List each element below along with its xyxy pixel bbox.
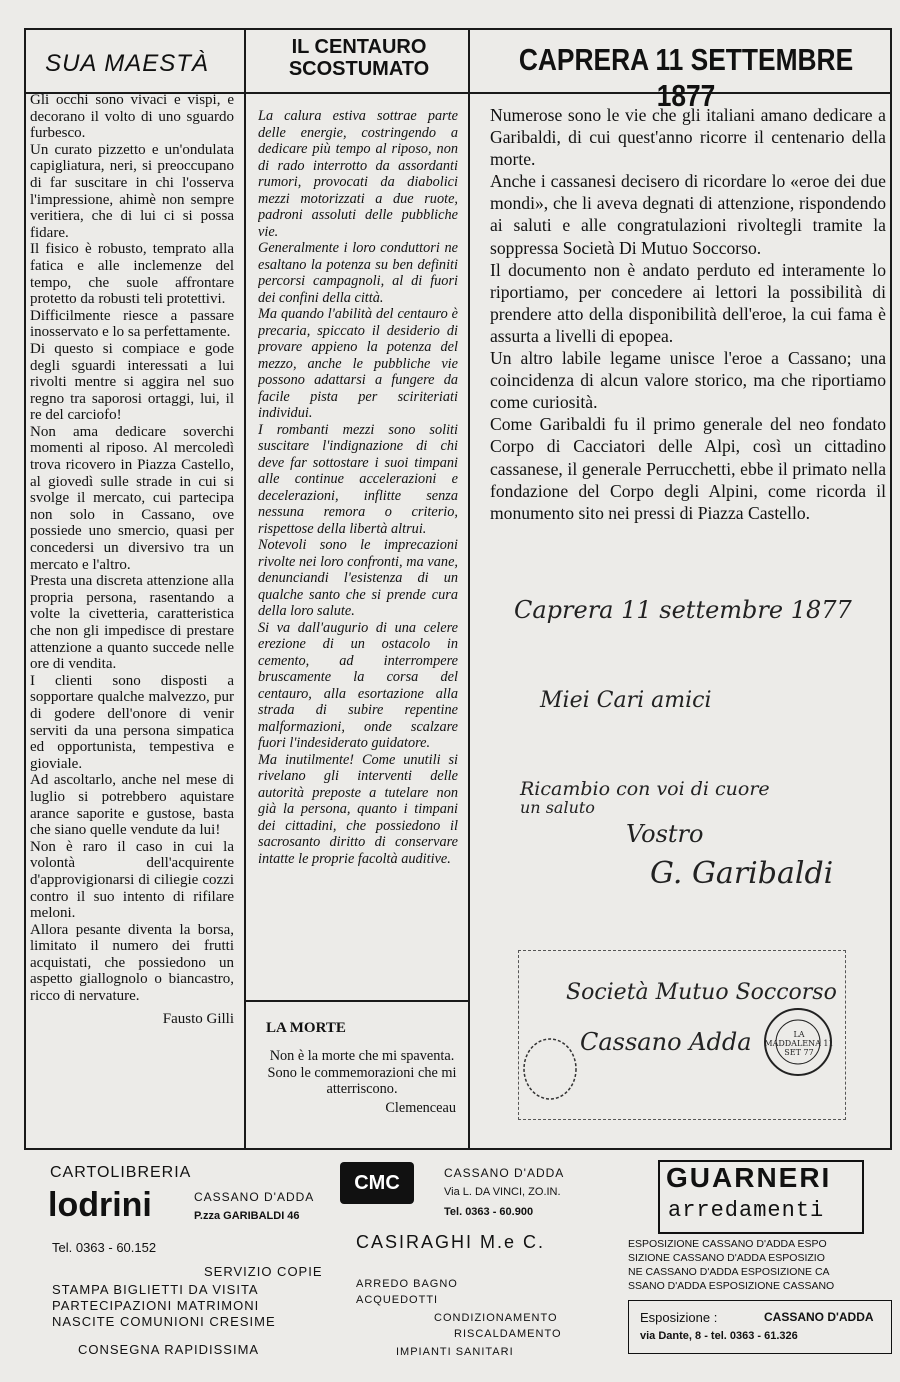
guarneri-address: via Dante, 8 - tel. 0363 - 61.326	[640, 1330, 798, 1342]
divider-col2-col3	[468, 28, 470, 1150]
envelope-line2: Cassano Adda	[580, 1028, 752, 1056]
col1-paragraph: Non ama dedicare soverchi momenti al riposo. Al mercoledì trova ricovero in Piazza Castello, al giovedì sulle strade in cui si svolge il mercato, cui partecipa non solo in Cassano, ove possiede uno smercio, quasi per concedersi un diversivo tra un mercato e l'altro.	[30, 423, 234, 573]
casiraghi-phone: Tel. 0363 - 60.900	[444, 1206, 534, 1218]
guarneri-line: ESPOSIZIONE CASSANO D'ADDA ESPO	[628, 1238, 827, 1250]
guarneri-expo: Esposizione :	[640, 1310, 718, 1325]
col3-article	[490, 104, 886, 524]
casiraghi-address: Via L. DA VINCI, ZO.IN.	[444, 1186, 561, 1198]
lodrini-line1: CARTOLIBRERIA	[50, 1164, 192, 1181]
casiraghi-line: ARREDO BAGNO	[356, 1278, 458, 1290]
col1-paragraph: Il fisico è robusto, temprato alla fatica e alle inclemenze del tempo, che suole affrontare protetto da robusti teli protettivi.	[30, 241, 234, 308]
col1-paragraph: Allora pesante diventa la borsa, limitato il numero dei frutti acquistati, che possiedono un aspetto giallognolo o biancastro, ricco di nervature.	[30, 921, 234, 1005]
lodrini-phone: Tel. 0363 - 60.152	[52, 1240, 157, 1255]
guarneri-name: GUARNERI	[666, 1162, 832, 1193]
col3-paragraph: Come Garibaldi fu il primo generale del neo fondato Corpo di Cacciatori delle Alpi, così un cittadino cassanese, il generale Perrucchetti, ebbe il primato nella fondazione del Corpo degli Alpini, come ricorda il monumento sito nei pressi di Piazza Castello.	[490, 414, 886, 523]
letter-line1: Ricambio con voi di cuore	[520, 778, 770, 800]
col1-paragraph: Di questo si compiace e gode degli sguardi interessati a lui rivolti mentre si aggira nel suo regno tra saporosi ortaggi, lui, il re del carciofo!	[30, 340, 234, 424]
guarneri-line: SIZIONE CASSANO D'ADDA ESPOSIZIO	[628, 1252, 825, 1264]
letter-line2: un saluto	[520, 798, 595, 817]
ad-lodrini	[28, 1150, 323, 1382]
col1-paragraph: Un curato pizzetto e un'ondulata capigliatura, neri, si preoccupano di far suscitare in chi l'osserva l'impressione, ahimè non sempre veritiera, che di lui ci si possa fidare.	[30, 141, 234, 241]
lodrini-line: STAMPA BIGLIETTI DA VISITA	[52, 1282, 259, 1297]
lodrini-address: P.zza GARIBALDI 46	[194, 1210, 300, 1222]
col1-paragraph: Difficilmente riesce a passare inosservato e lo sa perfettamente.	[30, 307, 234, 341]
col1-paragraph: I clienti sono disposti a sopportare qualche malvezzo, pur di godere dell'onore di venir serviti da una persona simpatica ed opportunista, tempestiva e gioviale.	[30, 672, 234, 772]
ad-guarneri	[616, 1150, 896, 1382]
col1-paragraph: Gli occhi sono vivaci e vispi, e decorano il volto di uno sguardo furbesco.	[30, 92, 234, 142]
divider-col3-right	[890, 28, 892, 1150]
col2-paragraph: La calura estiva sottrae parte delle energie, costringendo a dedicare più tempo al riposo, non di rado interrotto da assordanti rumori, provocati da diabolici mezzi motorizzati a due ruote, padroni assoluti delle pubbliche vie.	[258, 108, 458, 240]
col2-paragraph: Ma quando l'abilità del centauro è precaria, spiccato il desiderio di provare appieno la potenza del mezzo, anche le pubbliche vie possono adattarsi a fungere da facile pista per sciriteriati individui.	[258, 306, 458, 421]
casiraghi-city: CASSANO D'ADDA	[444, 1166, 565, 1180]
guarneri-line: SSANO D'ADDA ESPOSIZIONE CASSANO	[628, 1280, 835, 1292]
lodrini-name: lodrini	[48, 1186, 152, 1224]
guarneri-line: NE CASSANO D'ADDA ESPOSIZIONE CA	[628, 1266, 830, 1278]
letter-salutation: Miei Cari amici	[540, 688, 712, 713]
lodrini-line: NASCITE COMUNIONI CRESIME	[52, 1314, 276, 1329]
cmc-logo	[340, 1162, 414, 1204]
lodrini-city: CASSANO D'ADDA	[194, 1190, 315, 1204]
envelope-line1: Società Mutuo Soccorso	[566, 980, 837, 1005]
ad-casiraghi	[322, 1150, 606, 1382]
col1-paragraph: Ad ascoltarlo, anche nel mese di luglio si potrebbero aquistare arance saporite e gustose, basta che siano quelle vendute da lui!	[30, 772, 234, 839]
guarneri-sub: arredamenti	[668, 1198, 825, 1223]
casiraghi-line: IMPIANTI SANITARI	[396, 1346, 514, 1358]
morte-author: Clemenceau	[385, 1100, 456, 1116]
lodrini-footer: CONSEGNA RAPIDISSIMA	[78, 1342, 260, 1357]
letter-closing: Vostro	[626, 820, 704, 848]
col2-paragraph: Si va dall'augurio di una celere erezione di un ostacolo in cemento, ad interrompere bruscamente la corsa del centauro, alla esortazione alla strada di subire repentine malformazioni, onde scalzare fuori l'indesiderato guidatore.	[258, 619, 458, 751]
col1-paragraph: Non è raro il caso in cui la volontà dell'acquirente d'approvigionarsi di ciliegie cozzi contro il suo intento di rifilare meloni.	[30, 838, 234, 922]
col1-title: SUA MAESTÀ	[45, 50, 209, 77]
col3-paragraph: Anche i cassanesi decisero di ricordare lo «eroe dei due mondi», che li aveva degnati di attenzione, rispondendo ai saluti e alle congratulazioni rivoltegli tramite la soppressa Società Di Mutuo Soccorso.	[490, 171, 886, 258]
col2-paragraph: Ma inutilmente! Come unutili si rivelano gli interventi delle autorità preposte a tutelare non già la persona, quanto i timpani dei cittadini, che possiedono il sacrosanto diritto di conservare intatte le proprie facoltà auditive.	[258, 751, 458, 867]
col3-paragraph: Un altro labile legame unisce l'eroe a Cassano; una coincidenza di alcun valore storico, ma che riportiamo come curiosità.	[490, 348, 886, 413]
morte-title: LA MORTE	[266, 1020, 346, 1036]
letter-signature: G. Garibaldi	[650, 856, 834, 891]
rule-above-morte	[244, 1000, 470, 1002]
divider-col1-left	[24, 28, 26, 1150]
col1-signature: Fausto Gilli	[162, 1010, 234, 1027]
col2-article	[258, 108, 458, 867]
col2-paragraph: Notevoli sono le imprecazioni rivolte nei loro confronti, ma vane, denunciandi l'esistenza di un qualche santo che si prende cura della loro salute.	[258, 537, 458, 619]
postmark-text: LA MADDALENA 11 SET 77	[764, 1030, 834, 1057]
letter-date: Caprera 11 settembre 1877	[514, 596, 852, 624]
col2-paragraph: Generalmente i loro conduttori ne esaltano la potenza su ben definiti percorsi campagnoli, al di fuori dei confini della città.	[258, 240, 458, 306]
casiraghi-name: CASIRAGHI M.e C.	[356, 1232, 546, 1252]
divider-col1-col2	[244, 28, 246, 1150]
casiraghi-line: RISCALDAMENTO	[454, 1328, 562, 1340]
col1-article	[30, 92, 234, 1027]
morte-quote: Non è la morte che mi spaventa. Sono le commemorazioni che mi atterriscono.	[267, 1048, 457, 1097]
col2-title: IL CENTAURO SCOSTUMATO	[288, 36, 430, 80]
casiraghi-line: ACQUEDOTTI	[356, 1294, 439, 1306]
col3-paragraph: Il documento non è andato perduto ed interamente lo riportiamo, per concedere ai lettori la possibilità di prendere atto della disponibilità dell'eroe, la cui fama è assurta a livelli di epopea.	[490, 259, 886, 346]
guarneri-expo-box	[628, 1300, 892, 1354]
col2-paragraph: I rombanti mezzi sono soliti suscitare l'indignazione di chi deve far sottostare i suoi timpani alle continue accelerazioni e decelerazioni, inflitte senza nessuna remora o criterio, rispettose della libertà altrui.	[258, 421, 458, 537]
casiraghi-line: CONDIZIONAMENTO	[434, 1312, 558, 1324]
col1-paragraph: Presta una discreta attenzione alla propria persona, rasentando a volte la civetteria, caratteristica che non gli impedisce di prestare attenzione a quanto succede nelle ore di vendita.	[30, 573, 234, 673]
cmc-logo-text: CMC	[354, 1172, 400, 1194]
col3-paragraph: Numerose sono le vie che gli italiani amano dedicare a Garibaldi, di cui quest'anno ricorre il centenario della morte.	[490, 105, 886, 170]
guarneri-city: CASSANO D'ADDA	[764, 1310, 874, 1324]
oval-stamp-icon	[520, 1034, 580, 1104]
lodrini-line: PARTECIPAZIONI MATRIMONI	[52, 1298, 260, 1313]
col3-title: CAPRERA 11 SETTEMBRE 1877	[518, 42, 854, 113]
rule-top	[24, 28, 892, 30]
lodrini-service: SERVIZIO COPIE	[204, 1264, 323, 1279]
